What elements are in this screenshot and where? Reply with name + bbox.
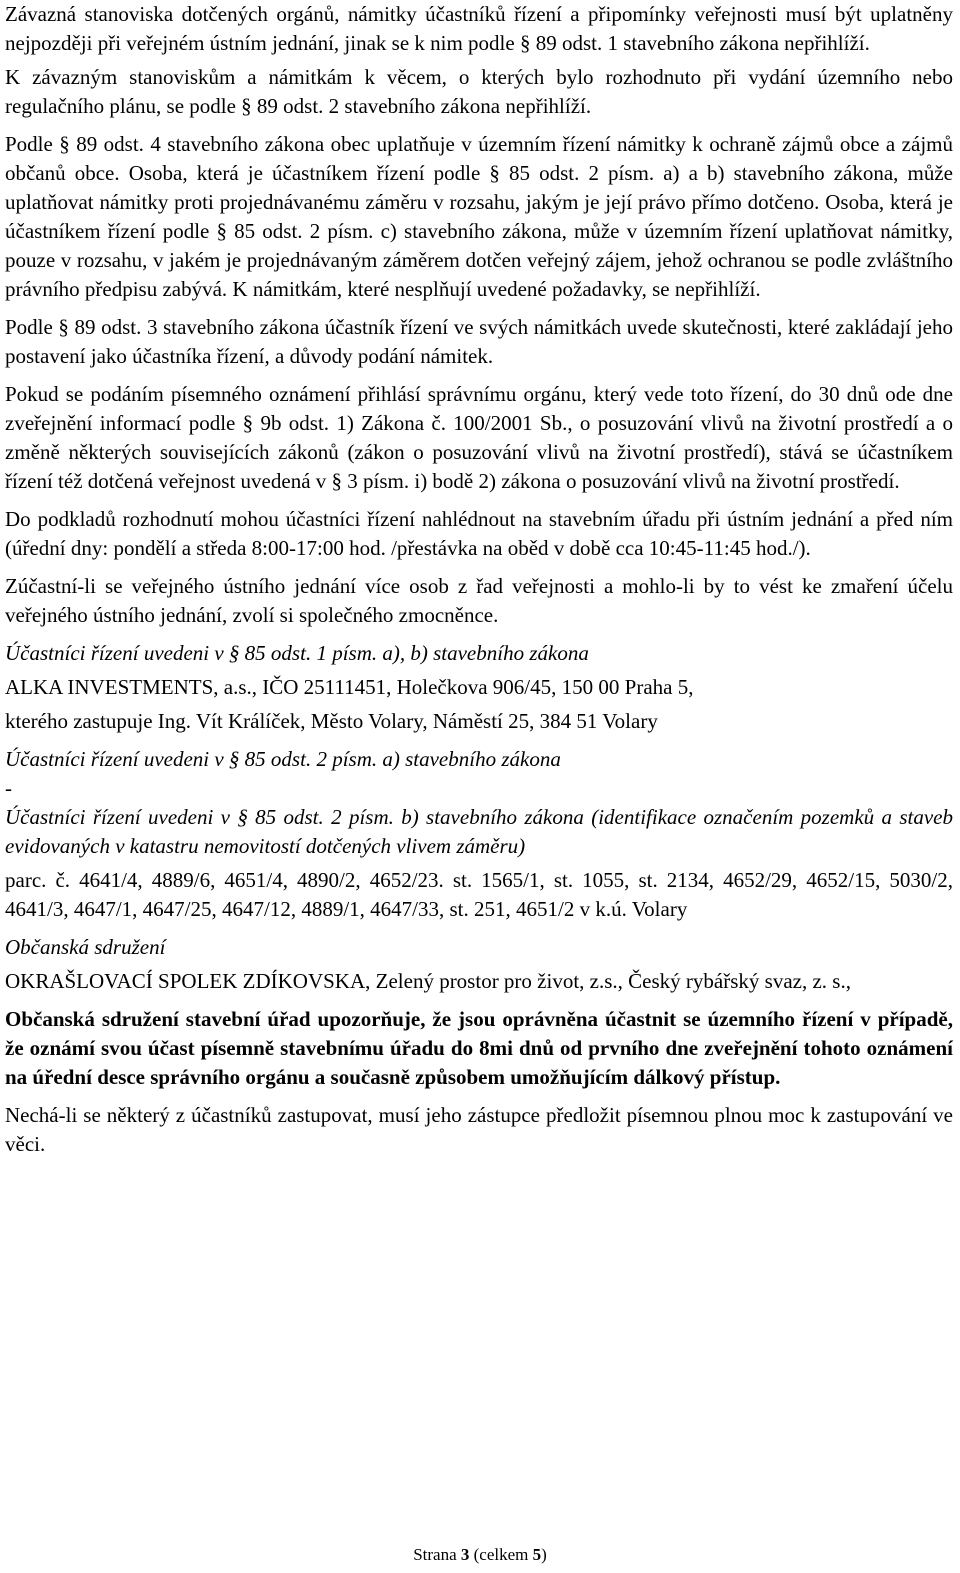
associations-list: OKRAŠLOVACÍ SPOLEK ZDÍKOVSKA, Zelený prostor pro život, z.s., Český rybářský svaz, z. s., (5, 969, 851, 993)
paragraph-common-representative: Zúčastní-li se veřejného ústního jednání více osob z řad veřejnosti a mohlo-li by to vést ke zmaření účelu veřejného ústního jednání, zvolí si společného zmocněnce. (5, 574, 953, 627)
paragraph-document-inspection: Do podkladů rozhodnutí mohou účastníci řízení nahlédnout na stavebním úřadu při ústním jednání a před ním (úřední dny: pondělí a středa 8:00-17:00 hod. /přestávka na oběd v době cca 10:45-11:45 hod./). (5, 507, 953, 560)
paragraph-plan-objections: K závazným stanoviskům a námitkám k věcem, o kterých bylo rozhodnuto při vydání územního nebo regulačního plánu, se podle § 89 odst. 2 stavebního zákona nepřihlíží. (5, 65, 953, 118)
document-page (5, 0, 953, 1159)
associations-notice: Občanská sdružení stavební úřad upozorňuje, že jsou oprávněna účastnit se územního řízení v případě, že oznámí svou účast písemně stavebnímu úřadu do 8mi dnů od prvního dne zveřejnění tohoto oznámení na úřední desce správního orgánu a současně způsobem umožňujícím dálkový přístup. (5, 1007, 953, 1089)
participant-representative: kterého zastupuje Ing. Vít Králíček, Město Volary, Náměstí 25, 384 51 Volary (5, 709, 658, 733)
participant-company: ALKA INVESTMENTS, a.s., IČO 25111451, Holečkova 906/45, 150 00 Praha 5, (5, 675, 694, 699)
parcel-list: parc. č. 4641/4, 4889/6, 4651/4, 4890/2, 4652/23. st. 1565/1, st. 1055, st. 2134, 4652/29, 4652/15, 5030/2, 4641/3, 4647/1, 4647/25, 4647/12, 4889/1, 4647/33, st. 251, 4651/2 v k.ú. Volary (5, 868, 953, 921)
paragraph-power-of-attorney: Nechá-li se některý z účastníků zastupovat, musí jeho zástupce předložit písemnou plnou moc k zastupování ve věci. (5, 1103, 953, 1156)
footer-prefix: Strana (413, 1545, 457, 1564)
paragraph-binding-opinions: Závazná stanoviska dotčených orgánů, námitky účastníků řízení a připomínky veřejnosti musí být uplatněny nejpozději při veřejném ústním jednání, jinak se k nim podle § 89 odst. 1 stavebního zákona nepřihlíží. (5, 2, 953, 55)
heading-participants-ab: Účastníci řízení uvedeni v § 85 odst. 1 písm. a), b) stavebního zákona (5, 641, 589, 665)
footer-mid: (celkem (473, 1545, 529, 1564)
heading-participants-2b: Účastníci řízení uvedeni v § 85 odst. 2 písm. b) stavebního zákona (identifikace označením pozemků a staveb evidovaných v katastru nemovitostí dotčených vlivem záměru) (5, 805, 953, 858)
footer-total-pages: 5 (532, 1545, 542, 1564)
page-footer (0, 1543, 960, 1567)
paragraph-objection-content: Podle § 89 odst. 3 stavebního zákona účastník řízení ve svých námitkách uvede skutečnosti, které zakládají jeho postavení jako účastníka řízení, a důvody podání námitek. (5, 315, 953, 368)
heading-participants-2a: Účastníci řízení uvedeni v § 85 odst. 2 písm. a) stavebního zákona (5, 747, 561, 771)
paragraph-municipality-objections: Podle § 89 odst. 4 stavebního zákona obec uplatňuje v územním řízení námitky k ochraně zájmů obce a zájmů občanů obce. Osoba, která je účastníkem řízení podle § 85 odst. 2 písm. a) a b) stavebního zákona, může uplatňovat námitky proti projednávanému záměru v rozsahu, jakým je její právo přímo dotčeno. Osoba, která je účastníkem řízení podle § 85 odst. 2 písm. c) stavebního zákona, může v územním řízení uplatňovat námitky, pouze v rozsahu, v jakém je projednávaným záměrem dotčen veřejný zájem, jehož ochranou se podle zvláštního právního předpisu zabývá. K námitkám, které nesplňují uvedené požadavky, se nepřihlíží. (5, 132, 953, 301)
footer-page-number: 3 (460, 1545, 470, 1564)
paragraph-public-participation: Pokud se podáním písemného oznámení přihlásí správnímu orgánu, který vede toto řízení, do 30 dnů ode dne zveřejnění informací podle § 9b odst. 1) Zákona č. 100/2001 Sb., o posuzování vlivů na životní prostředí a o změně některých souvisejících zákonů (zákon o posuzování vlivů na životní prostředí), stává se účastníkem řízení též dotčená veřejnost uvedená v § 3 písm. i) bodě 2) zákona o posuzování vlivů na životní prostředí. (5, 382, 953, 493)
footer-suffix: ) (541, 1545, 547, 1564)
heading-associations: Občanská sdružení (5, 935, 166, 959)
participants-2a-none: - (5, 776, 12, 800)
